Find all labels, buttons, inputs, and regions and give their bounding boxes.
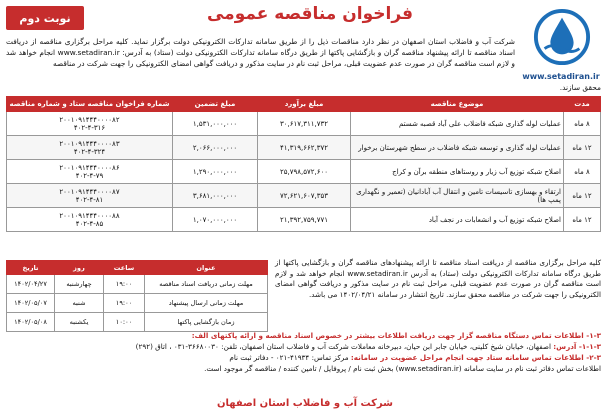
setad-number: ۲۰۰۱۰۹۱۴۴۴۰۰۰۰۸۶: [59, 163, 120, 172]
water-company-logo-icon: [533, 8, 591, 66]
schedule-table: [6, 260, 268, 332]
number-cell: [7, 160, 173, 184]
intro-end: محقق سازند.: [559, 83, 601, 92]
setad-number: ۲۰۰۱۰۹۱۴۴۴۰۰۰۰۸۸: [59, 211, 120, 220]
contact-line: [6, 352, 601, 363]
table-row: [7, 294, 268, 313]
contact-line: [6, 330, 601, 341]
contact-label: ۲-۳- اطلاعات تماس سامانه ستاد جهت انجام مراحل عضویت در سامانه:: [350, 353, 601, 362]
table-row: [7, 313, 268, 332]
contact-text: مرکز تماس: ۴۱۹۳۴-۰۲۱ - دفاتر ثبت نام: [229, 353, 349, 362]
round-badge: نوبت دوم: [6, 6, 84, 30]
header-date: تاریخ: [7, 261, 55, 275]
duration-cell: ۱۲ ماه: [564, 184, 601, 208]
tender-number: ۴۰۲-۴-۳۲۴: [73, 147, 106, 156]
header-number: شماره فراخوان مناقصه ستاد و شماره مناقصه: [7, 97, 173, 112]
notes-paragraph: کلیه مراحل برگزاری مناقصه از دریافت اسناد مناقصه تا ارائه پیشنهادهای مناقصه گران و بازگشایی پاکتها از طریق درگاه سامانه تدارکات الکترونیکی دولت (ستاد) به آدرس www.setadiran.ir انجام خواهد شد و لازم است مناقصه گران در صورت عدم عضویت قبلی، مراحل ثبت نام در سایت مذکور و دریافت گواهی امضای الکترونیکی را جهت شرکت در مناقصه محقق سازند. تاریخ انتشار در سامانه ۱۴۰۲/۰۴/۲۱ می باشد.: [275, 258, 601, 299]
table-row: [7, 184, 601, 208]
schedule-time: ۱۹:۰۰: [104, 275, 145, 294]
guarantee-cell: ۱,۲۹۰,۰۰۰,۰۰۰: [173, 160, 258, 184]
table-row: [7, 112, 601, 136]
schedule-day: یکشنبه: [55, 313, 104, 332]
guarantee-cell: ۱,۵۳۱,۰۰۰,۰۰۰: [173, 112, 258, 136]
schedule-date: ۱۴۰۲/۰۵/۰۷: [7, 294, 55, 313]
number-cell: [7, 136, 173, 160]
contact-label: ۱-۳- اطلاعات تماس دستگاه مناقصه گزار جهت دریافت اطلاعات بیشتر در خصوص اسناد مناقصه و ارائه پاکتهای الف:: [191, 331, 601, 340]
estimate-cell: ۲۱,۳۹۲,۷۵۹,۷۷۱: [258, 208, 351, 232]
guarantee-cell: ۳,۶۸۱,۰۰۰,۰۰۰: [173, 184, 258, 208]
header-estimate: مبلغ برآورد: [258, 97, 351, 112]
logo-website: www.setadiran.ir: [522, 72, 600, 81]
table-row: [7, 136, 601, 160]
schedule-day: شنبه: [55, 294, 104, 313]
duration-cell: ۱۲ ماه: [564, 208, 601, 232]
schedule-title: مهلت زمانی ارسال پیشنهاد: [145, 294, 268, 313]
duration-cell: ۸ ماه: [564, 160, 601, 184]
subject-cell: ارتقاء و بهسازی تاسیسات تامین و انتقال آب آبادانیان (تعمیر و نگهداری پمپ ها): [351, 184, 564, 208]
schedule-time: ۱۹:۰۰: [104, 294, 145, 313]
estimate-cell: ۷۲,۶۲۱,۶۰۷,۳۵۳: [258, 184, 351, 208]
footer-company-name: شرکت آب و فاضلاب استان اصفهان: [217, 398, 393, 409]
header-title: عنوان: [145, 261, 268, 275]
schedule-title: زمان بازگشایی پاکتها: [145, 313, 268, 332]
contact-text: اطلاعات تماس دفاتر ثبت نام در سایت سامانه (www.setadiran.ir) بخش ثبت نام / پروفایل / تامین کننده / مناقصه گر موجود است.: [204, 364, 601, 373]
schedule-title: مهلت زمانی دریافت اسناد مناقصه: [145, 275, 268, 294]
tender-number: ۴۰۲-۴-۸۵: [75, 219, 104, 228]
schedule-time: ۱۰:۰۰: [104, 313, 145, 332]
header-day: روز: [55, 261, 104, 275]
header-duration: مدت: [564, 97, 601, 112]
contact-section: [6, 330, 601, 374]
estimate-cell: ۲۵,۷۹۸,۵۷۲,۶۰۰: [258, 160, 351, 184]
estimate-cell: ۳۰,۶۱۷,۳۱۱,۷۳۲: [258, 112, 351, 136]
schedule-date: ۱۴۰۲/۰۴/۲۷: [7, 275, 55, 294]
subject-cell: اصلاح شبکه توزیع آب و انشعابات در نجف آباد: [351, 208, 564, 232]
setad-number: ۲۰۰۱۰۹۱۴۴۴۰۰۰۰۸۷: [59, 187, 120, 196]
contact-line: [6, 363, 601, 374]
duration-cell: ۱۲ ماه: [564, 136, 601, 160]
subject-cell: اصلاح شبکه توزیع آب زیار و روستاهای منطقه برآن و کراج: [351, 160, 564, 184]
number-cell: [7, 112, 173, 136]
tender-number: ۴۰۲-۴-۸۱: [75, 195, 104, 204]
intro-paragraph: شرکت آب و فاضلاب استان اصفهان در نظر دارد مناقصات ذیل را از طریق سامانه تدارکات الکترونیکی دولت برگزار نماید. کلیه مراحل برگزاری مناقصه از دریافت اسناد مناقصه تا ارائه پیشنهاد مناقصه گران و بازگشایی پاکتها از طریق درگاه سامانه تدارکات الکترونیکی دولت (ستاد) به آدرس: www.setadiran.ir انجام خواهد شد و لازم است مناقصه گران در صورت عدم عضویت قبلی، مراحل ثبت نام در سایت مذکور و دریافت گواهی امضای الکترونیکی را جهت شرکت در مناقصه: [6, 37, 516, 68]
subject-cell: عملیات لوله گذاری و توسعه شبکه فاضلاب در سطح شهرستان برخوار: [351, 136, 564, 160]
notice-title: فراخوان مناقصه عمومی: [206, 4, 414, 24]
tender-number: ۴۰۲-۴-۳۱۶: [73, 123, 106, 132]
estimate-cell: ۴۱,۳۱۹,۶۶۲,۳۷۲: [258, 136, 351, 160]
contact-line: [6, 341, 601, 352]
number-cell: [7, 208, 173, 232]
header-subject: موضوع مناقصه: [351, 97, 564, 112]
table-row: [7, 275, 268, 294]
schedule-date: ۱۴۰۲/۰۵/۰۸: [7, 313, 55, 332]
schedule-day: چهارشنبه: [55, 275, 104, 294]
guarantee-cell: ۱,۰۷۰,۰۰۰,۰۰۰: [173, 208, 258, 232]
subject-cell: عملیات لوله گذاری شبکه فاضلاب علی آباد قصبه شستم: [351, 112, 564, 136]
table-row: [7, 208, 601, 232]
table-row: [7, 160, 601, 184]
header-time: ساعت: [104, 261, 145, 275]
setad-number: ۲۰۰۱۰۹۱۴۴۴۰۰۰۰۸۳: [59, 139, 120, 148]
setad-number: ۲۰۰۱۰۹۱۴۴۴۰۰۰۰۸۲: [59, 115, 120, 124]
number-cell: [7, 184, 173, 208]
tender-table: [6, 96, 601, 232]
contact-label: ۱-۱-۳- آدرس:: [553, 342, 601, 351]
contact-text: اصفهان، خیابان شیخ کلینی، خیابان جابر ابن حیان، دبیرخانه معاملات شرکت آب و فاضلاب استان اصفهان، تلفن: ۳۶۶۸۰۰۳۰-۰۳۱ ، اتاق (۲۹۲): [135, 342, 551, 351]
guarantee-cell: ۲,۰۶۶,۰۰۰,۰۰۰: [173, 136, 258, 160]
header-guarantee: مبلغ تضمین: [173, 97, 258, 112]
duration-cell: ۸ ماه: [564, 112, 601, 136]
tender-number: ۴۰۲-۴-۷۹: [75, 171, 104, 180]
